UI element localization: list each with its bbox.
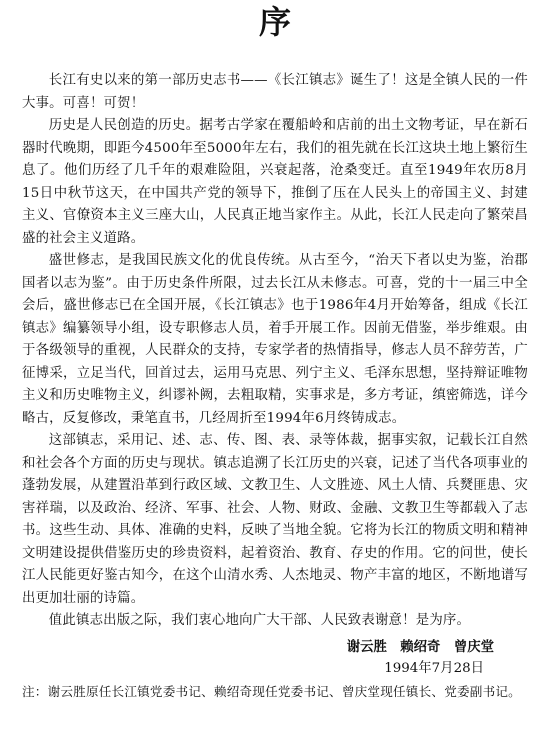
paragraph: 历史是人民创造的历史。据考古学家在覆船岭和店前的出土文物考证，早在新石器时代晚期，即距今4500年至5000年左右，我们的祖先就在长江这块土地上繁衍生息了。他们历经了几千年的艰难险阻，兴衰起落，沧桑变迁。直至1949年农历8月15日中秋节这天，在中国共产党的领导下，推倒了压在人民头上的帝国主义、封建主义、官僚资本主义三座大山，人民真正地当家作主。从此，长江人民走向了繁荣昌盛的社会主义道路。 <box>22 118 528 246</box>
footnote: 注：谢云胜原任长江镇党委书记、赖绍奇现任党委书记、曾庆堂现任镇长、党委副书记。 <box>22 683 521 699</box>
preface-body <box>22 70 528 702</box>
signatories: 谢云胜 赖绍奇 曾庆堂 <box>346 638 494 655</box>
page-title: 序 <box>258 3 291 41</box>
paragraph: 盛世修志，是我国民族文化的优良传统。从古至今，“治天下者以史为鉴，治郡国者以志为鉴”。由于历史条件所限，过去长江从未修志。可喜，党的十一届三中全会后，盛世修志已在全国开展，《长江镇志》也于1986年4月开始筹备，组成《长江镇志》编纂领导小组，设专职修志人员，着手开展工作。因前无借鉴，举步维艰。由于各级领导的重视，人民群众的支持，专家学者的热情指导，修志人员不辞劳苦，广征博采，立足当代，回首过去，运用马克思、列宁主义、毛泽东思想，坚持辩证唯物主义和历史唯物主义，纠谬补阙，去粗取精，实事求是，多方考证，缜密筛选，详今略古，反复修改，秉笔直书，几经周折至1994年6月终铸成志。 <box>22 253 528 426</box>
signature-date: 1994年7月28日 <box>384 660 484 676</box>
paragraph: 值此镇志出版之际，我们衷心地向广大干部、人民致表谢意！是为序。 <box>48 613 471 628</box>
paragraph: 长江有史以来的第一部历史志书——《长江镇志》诞生了！这是全镇人民的一件大事。可喜！可贺！ <box>22 73 528 111</box>
paragraph: 这部镇志，采用记、述、志、传、图、表、录等体裁，据事实叙，记载长江自然和社会各个方面的历史与现状。镇志追溯了长江历史的兴衰，记述了当代各项事业的蓬勃发展，从建置沿革到行政区域、文教卫生、人文胜迹、风土人情、兵燹匪患、灾害祥瑞，以及政治、经济、军事、社会、人物、财政、金融、文教卫生等都载入了志书。这些生动、具体、准确的史料，反映了当地全貌。它将为长江的物质文明和精神文明建设提供借鉴历史的珍贵资料，起着资治、教育、存史的作用。它的问世，使长江人民能更好鉴古知今，在这个山清水秀、人杰地灵、物产丰富的地区，不断地谱写出更加壮丽的诗篇。 <box>22 433 528 606</box>
